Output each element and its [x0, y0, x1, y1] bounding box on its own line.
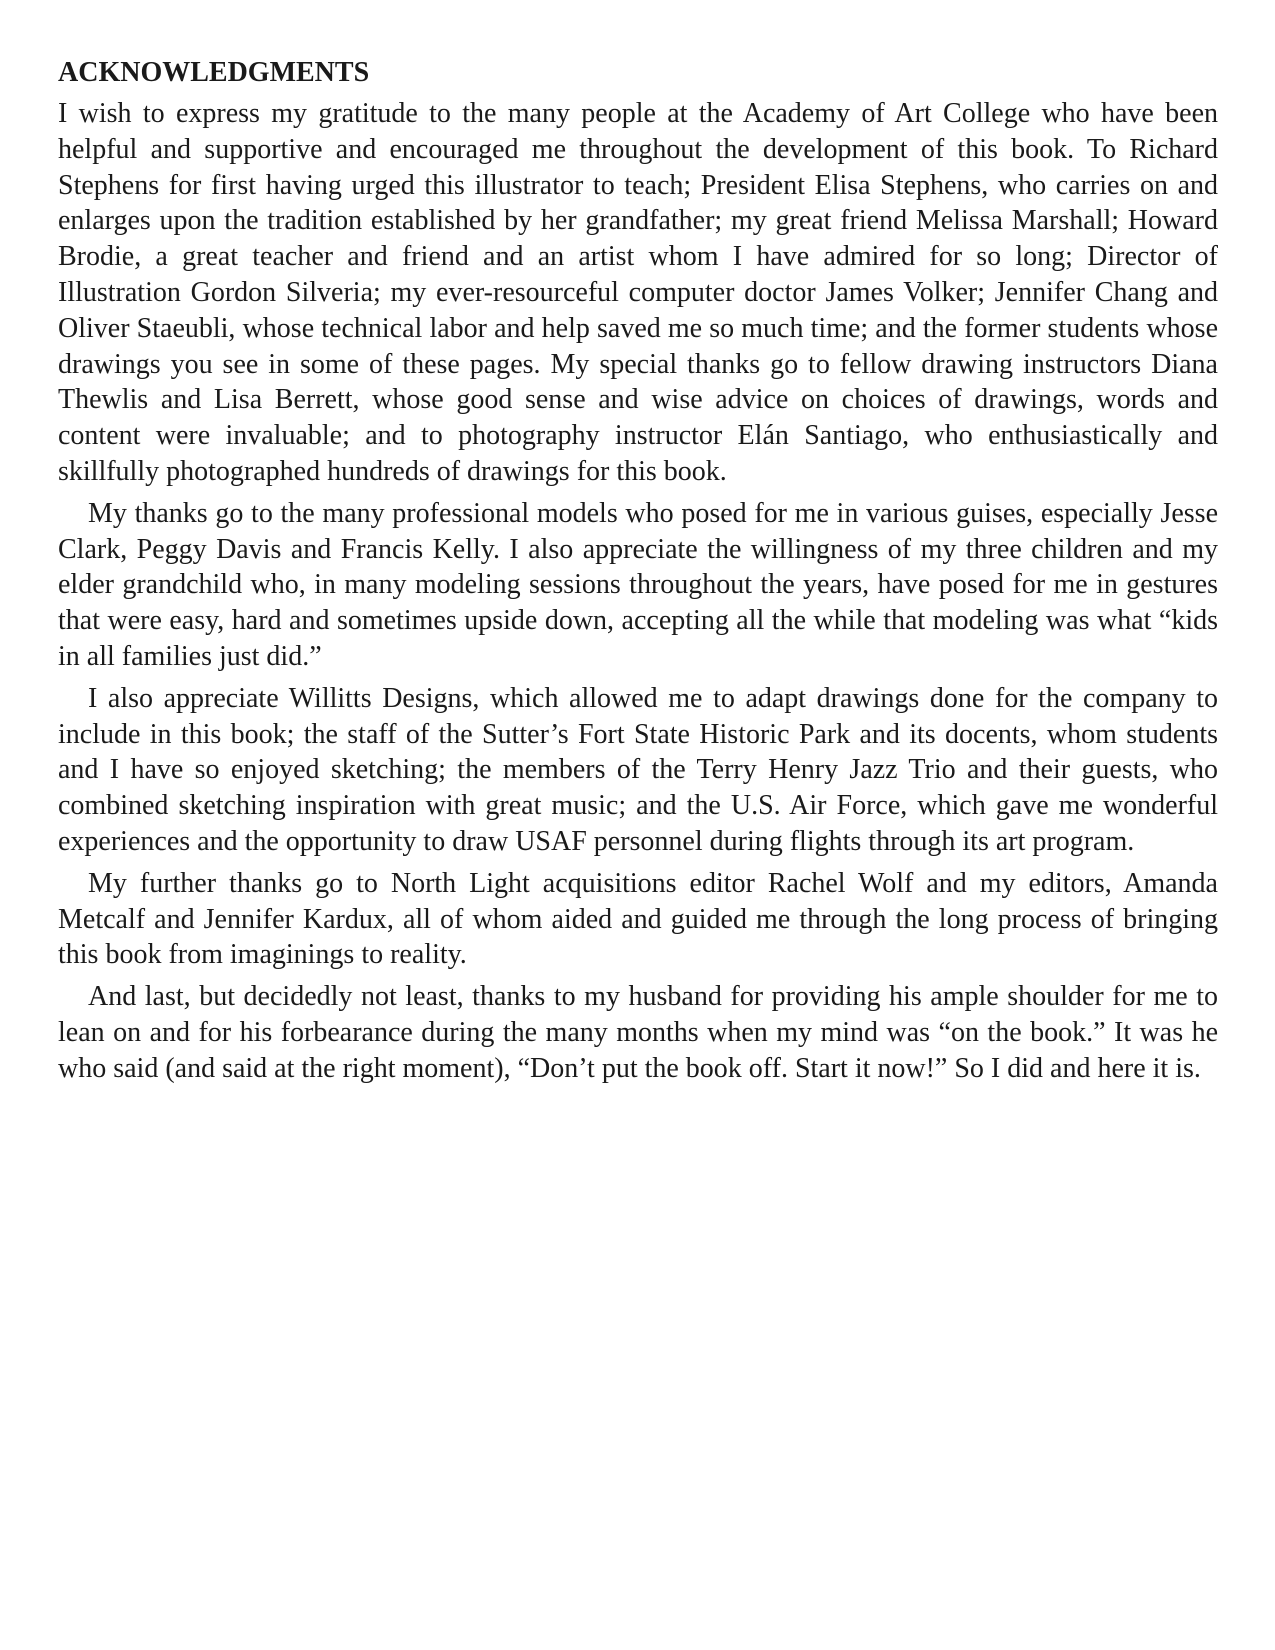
paragraph-2: My thanks go to the many professional models who posed for me in various guises, especially Jesse Clark, Peggy Davis and Francis Kelly. I also appreciate the willingness of my three children and my elder grandchild who, in many modeling sessions throughout the years, have posed for me in gestures that were easy, hard and sometimes upside down, accepting all the while that modeling was what “kids in all families just did.” — [58, 497, 1218, 672]
document-page — [58, 56, 1218, 1093]
paragraph-1: I wish to express my gratitude to the many people at the Academy of Art College who have been helpful and supportive and encouraged me throughout the development of this book. To Richard Stephens for first having urged this illustrator to teach; President Elisa Stephens, who carries on and enlarges upon the tradition established by her grandfather; my great friend Melissa Marshall; Howard Brodie, a great teacher and friend and an artist whom I have admired for so long; Director of Illustration Gordon Silveria; my ever-resourceful computer doctor James Volker; Jennifer Chang and Oliver Staeubli, whose technical labor and help saved me so much time; and the former students whose drawings you see in some of these pages. My special thanks go to fellow drawing instructors Diana Thewlis and Lisa Berrett, whose good sense and wise advice on choices of drawings, words and content were invaluable; and to photography instructor Elán Santiago, who enthusiastically and skillfully photographed hundreds of drawings for this book. — [58, 98, 1218, 487]
section-heading: ACKNOWLEDGMENTS — [58, 57, 370, 88]
paragraph-3: I also appreciate Willitts Designs, which allowed me to adapt drawings done for the company to include in this book; the staff of the Sutter’s Fort State Historic Park and its docents, whom students and I have so enjoyed sketching; the members of the Terry Henry Jazz Trio and their guests, who combined sketching inspiration with great music; and the U.S. Air Force, which gave me wonderful experiences and the opportunity to draw USAF personnel during flights through its art program. — [58, 682, 1218, 857]
paragraph-5: And last, but decidedly not least, thanks to my husband for providing his ample shoulder for me to lean on and for his forbearance during the many months when my mind was “on the book.” It was he who said (and said at the right moment), “Don’t put the book off. Start it now!” So I did and here it is. — [58, 981, 1218, 1084]
paragraph-4: My further thanks go to North Light acquisitions editor Rachel Wolf and my editors, Amanda Metcalf and Jennifer Kardux, all of whom aided and guided me through the long process of bringing this book from imaginings to reality. — [58, 867, 1218, 971]
